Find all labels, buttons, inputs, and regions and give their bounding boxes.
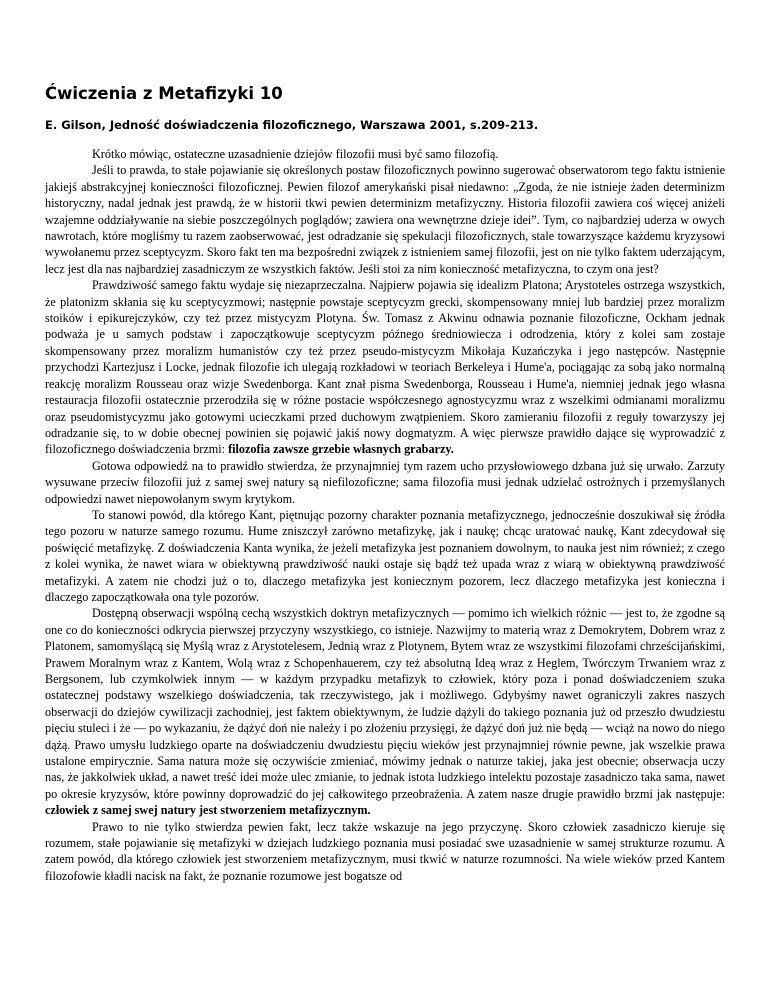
- paragraph-5: To stanowi powód, dla którego Kant, piętnując pozorny charakter poznania metafizycznego, jednocześnie doszukiwał się źródła tego pozoru w naturze samego rozumu. Hume zniszczył zarówno metafizykę, jak i naukę; chcąc uratować naukę, Kant zdecydował się poświęcić metafizykę. Z doświadczenia Kanta wynika, że jeżeli metafizyka jest poznaniem dowolnym, to nauka jest nim również; z czego z kolei wynika, że nawet wiara w obiektywną prawdziwość nauki ostaje się bądź też upada wraz z wiarą w obiektywną prawdziwość metafizyki. A zatem nie chodzi już o to, dlaczego metafizyka jest koniecznym pozorem, lecz dlaczego metafizyka jest konieczna i dlaczego zapoczątkowała ona tyle pozorów.: [45, 507, 725, 604]
- paragraph-6: Dostępną obserwacji wspólną cechą wszystkich doktryn metafizycznych — pomimo ich wielkich różnic — jest to, że zgodne są one co do konieczności odkrycia pierwszej przyczyny wszystkiego, co istnieje. Nazwijmy to materią wraz z Demokrytem, Dobrem wraz z Platonem, samomyślącą się Myślą wraz z Arystotelesem, Jednią wraz z Plotynem, Bytem wraz ze wszystkimi filozofami chrześcijańskimi, Prawem Moralnym wraz z Kantem, Wolą wraz z Schopenhauerem, czy też absolutną Ideą wraz z Heglem, Twórczym Trwaniem wraz z Bergsonem, lub czymkolwiek innym — w każdym przypadku metafizyk to człowiek, który poza i ponad doświadczeniem szuka ostatecznej podstawy wszelkiego doświadczenia, tak rzeczywistego, jak i możliwego. Gdybyśmy nawet ograniczyli zakres naszych obserwacji do dziejów cywilizacji zachodniej, jest faktem obiektywnym, że ludzie dążyli do takiego poznania już od przeszło dwudziestu pięciu stuleci i że — po wykazaniu, że dążyć doń nie należy i po złożeniu przysięgi, że dążyć doń już nie będą — wciąż na nowo do niego dążą. Prawo umysłu ludzkiego oparte na doświadczeniu dwudziestu pięciu wieków jest przynajmniej równie pewne, jak wszelkie prawa ustalone empirycznie. Sama natura może się oczywiście zmieniać, mówimy jednak o naturze takiej, jaka jest obecnie; obserwacja uczy nas, że jakkolwiek układ, a nawet treść idei może ulec zmianie, to jednak istota ludzkiego intelektu pozostaje zasadniczo taka sama, nawet po okresie kryzysów, które powinny doprowadzić do jej całkowitego przeobrażenia. A zatem nasze drugie prawidło brzmi jak następuje: człowiek z samej swej natury jest stworzeniem metafizycznym.: [45, 606, 725, 818]
- document-body: [45, 146, 725, 884]
- paragraph-2: Jeśli to prawda, to stałe pojawianie się określonych postaw filozoficznych powinno sugerować obserwatorom tego faktu istnienie jakiejś abstrakcyjnej konieczności filozoficznej. Pewien filozof amerykański pisał niedawno: „Zgoda, że nie istnieje żaden determinizm historyczny, nadal jednak jest prawdą, że w historii tkwi pewien determinizm metafizyczny. Historia filozofii zawiera coś więcej aniżeli wzajemne oddziaływanie na siebie poszczególnych poglądów; zawiera ona wewnętrzne dzieje idei”. Tym, co najbardziej uderza w owych nawrotach, które mogliśmy tu razem zaobserwować, jest odradzanie się spekulacji filozoficznych, stale towarzyszące każdemu kryzysowi wywołanemu przez sceptycyzm. Skoro fakt ten ma bezpośredni związek z istnieniem samej filozofii, jest on nie tylko faktem uderzającym, lecz jest dla nas najbardziej zasadniczym ze wszystkich faktów. Jeśli stoi za nim konieczność metafizyczna, to czym ona jest?: [45, 163, 725, 276]
- paragraph-1: Krótko mówiąc, ostateczne uzasadnienie dziejów filozofii musi być samo filozofią.: [92, 147, 499, 161]
- paragraph-4: Gotowa odpowiedź na to prawidło stwierdza, że przynajmniej tym razem ucho przysłowiowego dzbana już się urwało. Zarzuty wysuwane przeciw filozofii już z samej swej natury są niefilozoficzne; sama filozofia musi jednak udzielać ostrożnych i przemyślanych odpowiedzi nawet niepowołanym swym krytykom.: [45, 458, 725, 506]
- source-citation: E. Gilson, Jedność doświadczenia filozoficznego, Warszawa 2001, s.209-213.: [45, 118, 539, 132]
- paragraph-3: Prawdziwość samego faktu wydaje się niezaprzeczalna. Najpierw pojawia się idealizm Platona; Arystoteles ostrzega wszystkich, że platonizm skłania się ku sceptycyzmowi; następnie powstaje sceptycyzm grecki, skompensowany mniej lub bardziej przez moralizm stoików i epikurejczyków, czy też przez mistycyzm Plotyna. Św. Tomasz z Akwinu odnawia poznanie filozoficzne, Ockham jednak podważa je u samych podstaw i zapoczątkowuje sceptycyzm późnego średniowiecza i odrodzenia, który z kolei sam zostaje skompensowany przez moralizm humanistów czy też przez pseudo-mistycyzm Mikołaja Kuzańczyka i jego następców. Następnie przychodzi Kartezjusz i Locke, jednak filozofie ich ulegają rozkładowi w teoriach Berkeleya i Hume'a, pociągając za sobą jako normalną reakcję moralizm Rousseau oraz wizje Swedenborga. Kant znał pisma Swedenborga, Rousseau i Hume'a, niemniej jednak jego własna restauracja filozofii ostatecznie przerodziła się w różne postacie współczesnego agnostycyzmu wraz z wszelkimi odmianami moralizmu oraz pseudomistycyzmu jako gotowymi ucieczkami przed duchowym zwątpieniem. Skoro zamieraniu filozofii z reguły towarzyszy jej odradzanie się, to w dobie obecnej powinien się pojawić jakiś nowy dogmatyzm. A więc pierwsze prawidło dające się wyprowadzić z filozoficznego doświadczenia brzmi: filozofia zawsze grzebie własnych grabarzy.: [45, 278, 725, 457]
- bold-rule-2: człowiek z samej swej natury jest stworzeniem metafizycznym: [45, 803, 368, 818]
- bold-rule-1: filozofia zawsze grzebie własnych grabarzy: [228, 442, 451, 457]
- paragraph-7: Prawo to nie tylko stwierdza pewien fakt, lecz także wskazuje na jego przyczynę. Skoro człowiek zasadniczo kieruje się rozumem, stałe pojawianie się metafizyki w dziejach ludzkiego poznania musi posiadać swe uzasadnienie w samej strukturze rozumu. A zatem powód, dla którego człowiek jest stworzeniem metafizycznym, musi tkwić w naturze rozumności. Na wiele wieków przed Kantem filozofowie kładli nacisk na fakt, że poznanie rozumowe jest bogatsze od: [45, 819, 725, 883]
- document-title: Ćwiczenia z Metafizyki 10: [45, 84, 283, 103]
